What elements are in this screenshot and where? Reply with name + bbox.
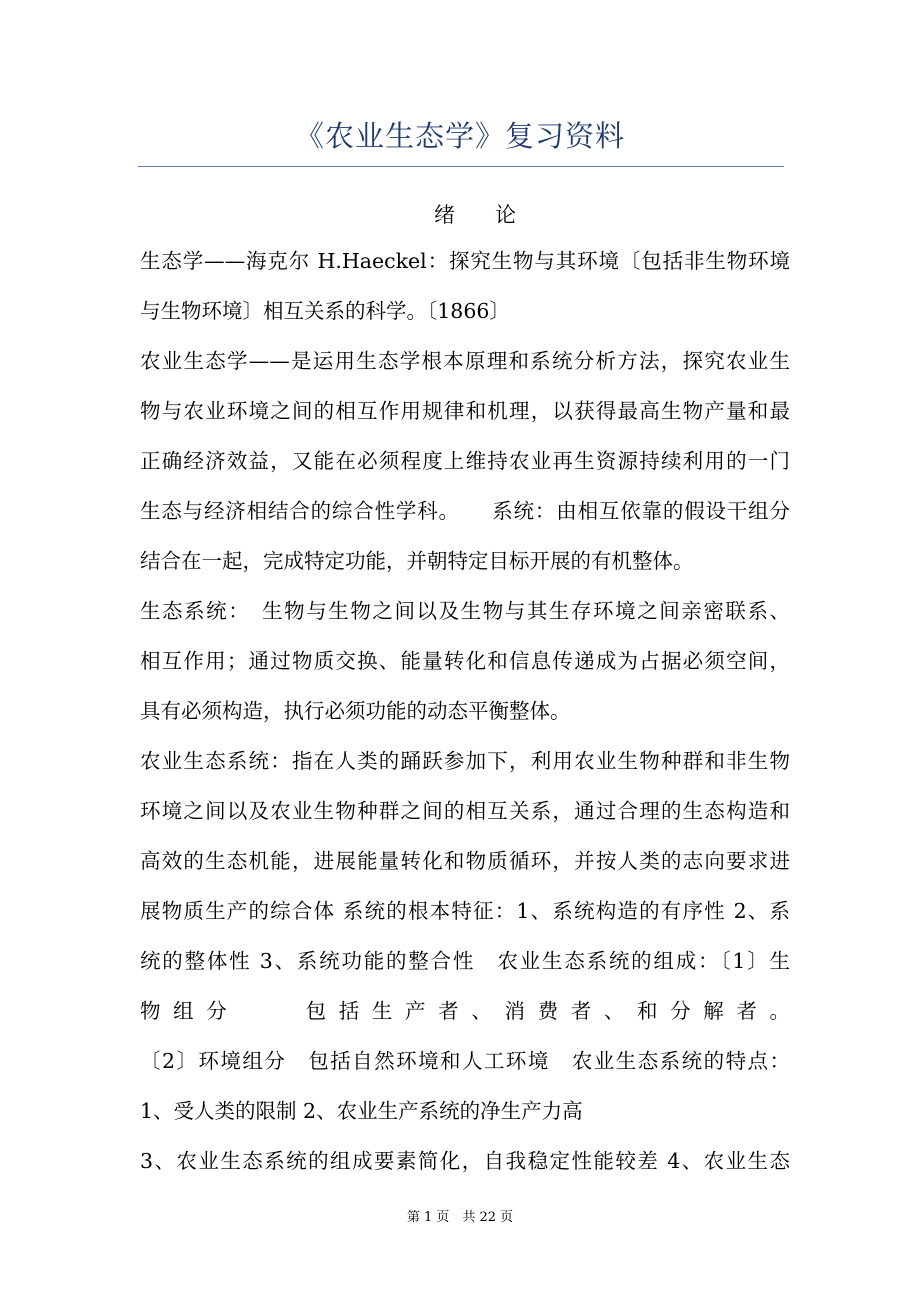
body-line: 统的整体性 3、系统功能的整合性 农业生态系统的组成：〔1〕生 [140, 949, 790, 973]
body-line: 生态学——海克尔 H.Haeckel：探究生物与其环境〔包括非生物环境 [140, 249, 790, 273]
document-title: 《农业生态学》复习资料 [294, 119, 625, 153]
body-line: 1、受人类的限制 2、农业生产系统的净生产力高 [140, 1099, 583, 1123]
body-line: 高效的生态机能，进展能量转化和物质循环，并按人类的志向要求进 [140, 849, 790, 873]
body-line: 农业生态学——是运用生态学根本原理和系统分析方法，探究农业生 [140, 349, 790, 373]
page-footer: 第 1 页 共 22 页 [406, 1210, 514, 1225]
body-line: 3、农业生态系统的组成要素简化，自我稳定性能较差 4、农业生态 [140, 1149, 790, 1173]
section-heading: 绪论 [434, 203, 556, 227]
body-line: 相互作用；通过物质交换、能量转化和信息传递成为占据必须空间， [140, 649, 790, 673]
body-line: 农业生态系统：指在人类的踊跃参加下，利用农业生物种群和非生物 [140, 749, 790, 773]
body-line: 环境之间以及农业生物种群之间的相互关系，通过合理的生态构造和 [140, 799, 790, 823]
body-line: 结合在一起，完成特定功能，并朝特定目标开展的有机整体。 [140, 549, 694, 573]
body-line: 生态系统： 生物与生物之间以及生物与其生存环境之间亲密联系、 [140, 599, 790, 623]
body-line: 生态与经济相结合的综合性学科。 系统：由相互依靠的假设干组分 [140, 499, 790, 523]
body-line: 〔2〕环境组分 包括自然环境和人工环境 农业生态系统的特点： [140, 1049, 790, 1073]
body-line: 具有必须构造，执行必须功能的动态平衡整体。 [140, 699, 571, 723]
body-line: 正确经济效益，又能在必须程度上维持农业再生资源持续利用的一门 [140, 449, 790, 473]
body-line: 物与农业环境之间的相互作用规律和机理，以获得最高生物产量和最 [140, 399, 790, 423]
title-divider [138, 166, 784, 167]
body-line: 与生物环境〕相互关系的科学。〔1866〕 [140, 299, 510, 323]
body-line: 展物质生产的综合体 系统的根本特征：1、系统构造的有序性 2、系 [140, 899, 790, 923]
body-line: 物组分 包括生产者、消费者、和分解者。 [140, 999, 790, 1023]
